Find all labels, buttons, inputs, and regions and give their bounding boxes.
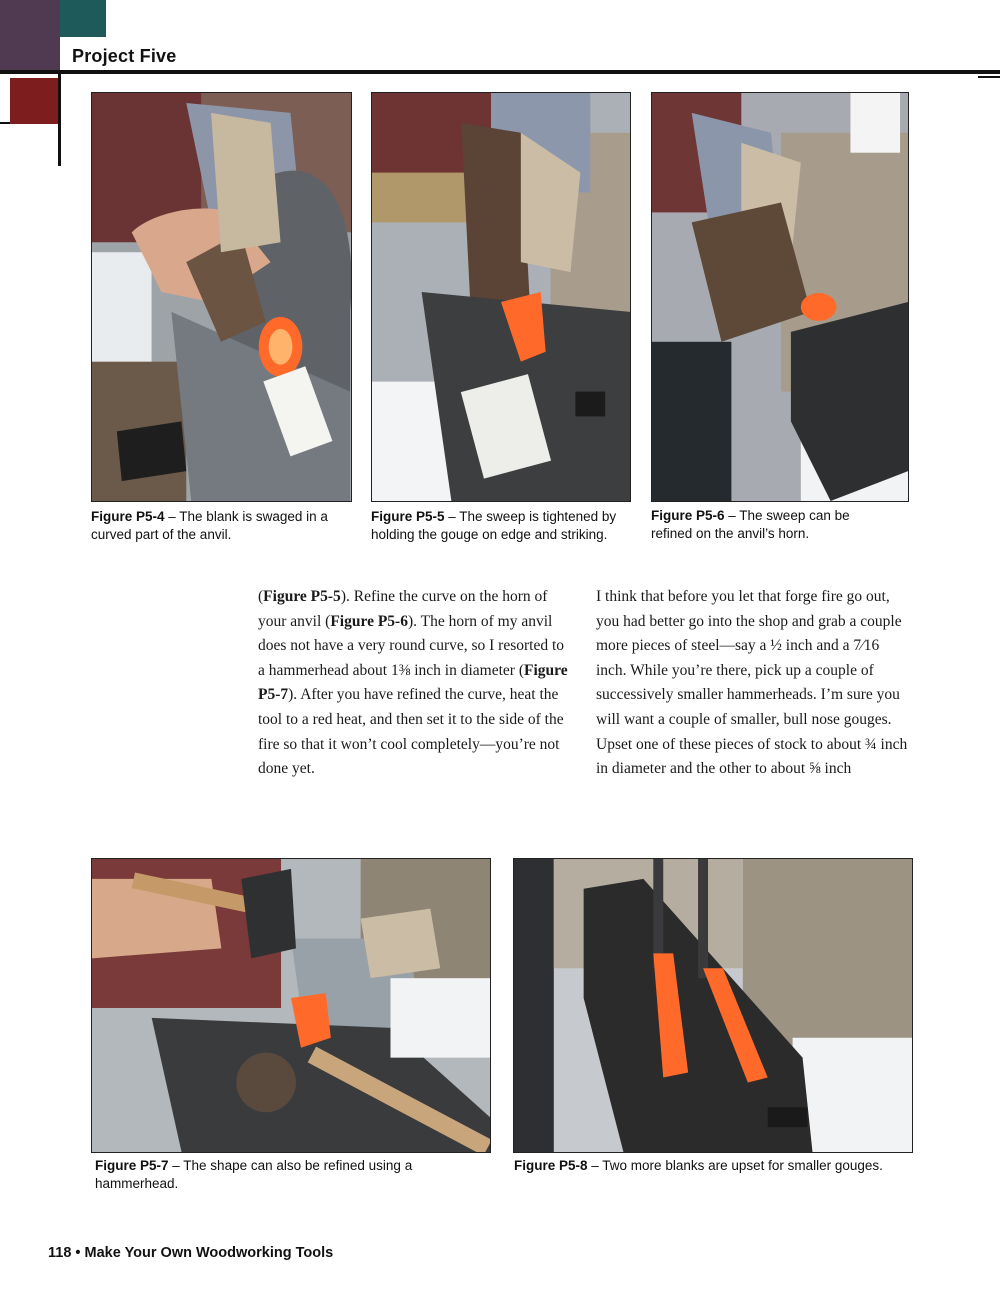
section-title: Project Five <box>72 46 177 66</box>
body-text-run: ( <box>258 588 264 605</box>
header-small-rule <box>0 122 10 124</box>
body-text-right-column: I think that before you let that forge fire go out, you had better go into the shop and grab a couple more pieces of steel—say a ½ inch and a 7⁄16 inch. While you’re there, pick up a couple of successively smaller hammerheads. I’m sure you will want a couple of smaller, bull nose gouges. Upset one of these pieces of stock to about ¾ inch in diameter and the other to about ⅝ inch <box>596 588 908 778</box>
figure-p5-4-label: Figure P5-4 <box>91 509 165 524</box>
figure-p5-4-caption: Figure P5-4 – The blank is swaged in a curved part of the anvil. <box>91 509 328 542</box>
figure-reference: Figure P5-6 <box>330 612 408 630</box>
figure-p5-5-text: The sweep is tightened by holding the gouge on edge and striking. <box>371 509 617 542</box>
figure-p5-7-text: The shape can also be refined using a hammerhead. <box>95 1158 413 1191</box>
figure-p5-7-photo <box>91 858 491 1153</box>
header-block-purple <box>0 0 60 72</box>
figure-p5-8-photo <box>513 858 913 1153</box>
figure-p5-5-photo <box>371 92 631 502</box>
figure-p5-6-caption: Figure P5-6 – The sweep can be refined on the anvil’s horn. <box>651 508 850 541</box>
figure-p5-7-caption: Figure P5-7 – The shape can also be refined using a hammerhead. <box>95 1158 413 1191</box>
figure-p5-8-label: Figure P5-8 <box>514 1158 588 1173</box>
figure-p5-7-label: Figure P5-7 <box>95 1158 169 1173</box>
figure-p5-4-photo <box>91 92 352 502</box>
figure-p5-8-caption: Figure P5-8 – Two more blanks are upset for smaller gouges. <box>514 1158 883 1173</box>
figure-p5-4-text: The blank is swaged in a curved part of the anvil. <box>91 509 328 542</box>
body-text-run: ). Refine the curve on the horn of your anvil ( <box>258 588 548 630</box>
figure-p5-5-caption: Figure P5-5 – The sweep is tightened by holding the gouge on edge and striking. <box>371 509 617 542</box>
header-rule <box>0 70 1000 74</box>
figure-p5-6-label: Figure P5-6 <box>651 508 725 523</box>
page-footer: 118 • Make Your Own Woodworking Tools <box>48 1245 334 1261</box>
figure-reference: Figure P5-7 <box>258 661 568 704</box>
header-vertical-rule <box>58 74 61 166</box>
figure-p5-6-photo <box>651 92 909 502</box>
body-text-run: ). After you have refined the curve, heat the tool to a red heat, and then set it to the side of the fire so that it won’t cool completely—you’re not done yet. <box>258 686 564 778</box>
figure-p5-5-label: Figure P5-5 <box>371 509 445 524</box>
figure-reference: Figure P5-5 <box>263 588 341 605</box>
header-right-rule <box>978 76 1000 78</box>
body-text-left-column <box>258 585 568 782</box>
figure-p5-6-text: The sweep can be refined on the anvil’s horn. <box>651 508 850 541</box>
figure-p5-8-text: Two more blanks are upset for smaller gouges. <box>602 1158 883 1173</box>
header-block-red <box>10 78 60 124</box>
body-text-run: ). The horn of my anvil does not have a very round curve, so I resorted to a hammerhead about 1⅜ inch in diameter ( <box>258 612 565 679</box>
header-block-teal <box>60 0 106 37</box>
